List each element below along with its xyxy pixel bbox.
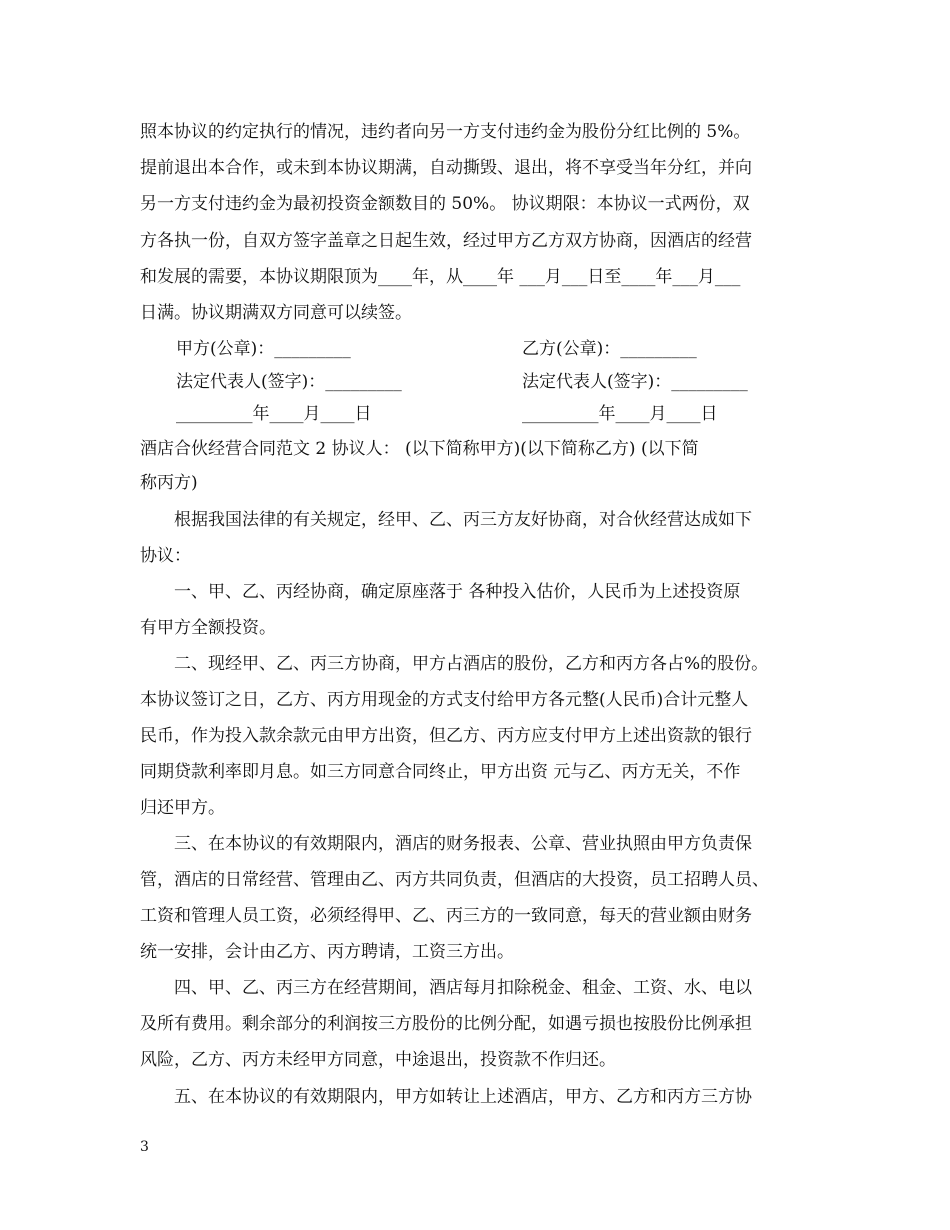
paragraph-line: 及所有费用。剩余部分的利润按三方股份的比例分配，如遇亏损也按股份比例承担 <box>140 1014 752 1034</box>
paragraph-line: 根据我国法律的有关规定，经甲、乙、丙三方友好协商，对合伙经营达成如下 <box>174 510 752 530</box>
party-a-representative: 法定代表人(签字)：_________ <box>176 372 402 392</box>
text-line: 称丙方) <box>140 473 198 493</box>
text-line: 另一方支付违约金为最初投资金额数目的 50%。 协议期限：本协议一式两份，双 <box>140 194 750 214</box>
party-b-seal: 乙方(公章)：_________ <box>522 339 697 359</box>
paragraph-line: 三、在本协议的有效期限内，酒店的财务报表、公章、营业执照由甲方负责保 <box>174 834 752 854</box>
paragraph-line: 协议： <box>140 546 191 566</box>
section-heading: 酒店合伙经营合同范文 2 协议人： (以下简称甲方)(以下简称乙方) (以下简 <box>140 439 699 459</box>
party-b-representative: 法定代表人(签字)：_________ <box>522 372 748 392</box>
paragraph-line: 二、现经甲、乙、丙三方协商，甲方占酒店的股份，乙方和丙方各占%的股份。 <box>174 654 769 674</box>
paragraph-line: 本协议签订之日，乙方、丙方用现金的方式支付给甲方各元整(人民币)合计元整人 <box>140 690 749 710</box>
text-line: 提前退出本合作，或未到本协议期满，自动撕毁、退出，将不享受当年分红，并向 <box>140 158 752 178</box>
paragraph-line: 工资和管理人员工资，必须经得甲、乙、丙三方的一致同意，每天的营业额由财务 <box>140 906 752 926</box>
paragraph-line: 四、甲、乙、丙三方在经营期间，酒店每月扣除税金、租金、工资、水、电以 <box>174 978 752 998</box>
paragraph-line: 同期贷款利率即月息。如三方同意合同终止，甲方出资 元与乙、丙方无关，不作 <box>140 762 741 782</box>
paragraph-line: 有甲方全额投资。 <box>140 618 276 638</box>
party-a-date: _________年____月____日 <box>176 404 372 424</box>
party-b-date: _________年____月____日 <box>522 404 718 424</box>
paragraph-line: 一、甲、乙、丙经协商，确定原座落于 各种投入估价，人民币为上述投资原 <box>174 582 741 602</box>
party-a-seal: 甲方(公章)：_________ <box>176 339 351 359</box>
paragraph-line: 五、在本协议的有效期限内，甲方如转让上述酒店，甲方、乙方和丙方三方协 <box>174 1087 752 1107</box>
text-line: 照本协议的约定执行的情况，违约者向另一方支付违约金为股份分红比例的 5%。 <box>140 122 751 142</box>
paragraph-line: 民币，作为投入款余款元由甲方出资，但乙方、丙方应支付甲方上述出资款的银行 <box>140 726 752 746</box>
paragraph-line: 归还甲方。 <box>140 798 225 818</box>
paragraph-line: 风险，乙方、丙方未经甲方同意，中途退出，投资款不作归还。 <box>140 1050 616 1070</box>
text-line: 方各执一份，自双方签字盖章之日起生效，经过甲方乙方双方协商，因酒店的经营 <box>140 231 752 251</box>
page-number: 3 <box>140 1139 149 1155</box>
text-line: 日满。协议期满双方同意可以续签。 <box>140 303 412 323</box>
paragraph-line: 统一安排，会计由乙方、丙方聘请，工资三方出。 <box>140 942 514 962</box>
text-line: 和发展的需要，本协议期限顶为____年，从____年 ___月___日至____年___月___ <box>140 267 741 287</box>
paragraph-line: 管，酒店的日常经营、管理由乙、丙方共同负责，但酒店的大投资，员工招聘人员、 <box>140 870 769 890</box>
